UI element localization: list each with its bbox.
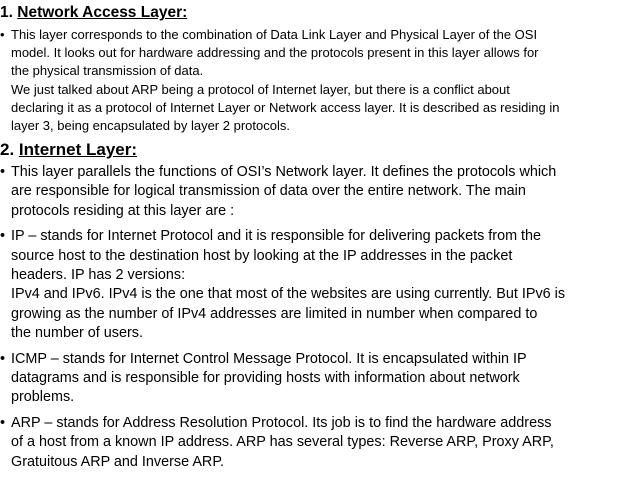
- section-heading-network-access-layer: [0, 3, 187, 23]
- list-item: [0, 414, 630, 472]
- bullet-marker: •: [0, 27, 5, 42]
- bullet-list-internet-layer: [0, 163, 630, 478]
- bullet-marker: •: [0, 414, 6, 431]
- section-number: 2.: [0, 140, 15, 159]
- text-line: ICMP – stands for Internet Control Message Protocol. It is encapsulated within IP: [11, 350, 527, 367]
- text-line: We just talked about ARP being a protocol of Internet layer, but there is a conflict about: [11, 81, 510, 97]
- bullet-marker: •: [0, 350, 6, 367]
- text-line: source host to the destination host by looking at the IP addresses in the packet: [11, 247, 513, 264]
- list-item: [0, 163, 630, 221]
- bullet-marker: •: [0, 228, 6, 245]
- text-line: IPv4 and IPv6. IPv4 is the one that most of the websites are using currently. But IPv6 is: [11, 286, 566, 303]
- text-line: headers. IP has 2 versions:: [11, 267, 186, 284]
- text-line: of a host from a known IP address. ARP has several types: Reverse ARP, Proxy ARP,: [11, 434, 554, 451]
- text-line: ARP – stands for Address Resolution Protocol. Its job is to find the hardware address: [11, 414, 552, 431]
- section-number: 1.: [0, 4, 13, 21]
- text-line: the physical transmission of data.: [11, 63, 204, 79]
- bullet-marker: •: [0, 164, 6, 180]
- text-line: growing as the number of IPv4 addresses are limited in number when compared to: [11, 305, 538, 322]
- text-line: declaring it as a protocol of Internet Layer or Network access layer. It is described as residing in: [11, 99, 560, 115]
- list-item: [0, 227, 630, 343]
- text-line: model. It looks out for hardware addressing and the protocols present in this layer allows for: [11, 45, 539, 61]
- text-line: This layer corresponds to the combination of Data Link Layer and Physical Layer of the OSI: [11, 27, 538, 42]
- text-line: the number of users.: [11, 325, 143, 342]
- section-heading-internet-layer: [0, 139, 137, 161]
- text-line: problems.: [11, 389, 75, 406]
- section-title: Network Access Layer:: [17, 4, 188, 21]
- text-line: IP – stands for Internet Protocol and it is responsible for delivering packets from the: [11, 228, 542, 245]
- text-line: Gratuitous ARP and Inverse ARP.: [11, 453, 225, 470]
- text-line: layer 3, being encapsulated by layer 2 protocols.: [11, 118, 290, 134]
- list-item: [0, 26, 626, 135]
- list-item: [0, 350, 630, 408]
- text-line: datagrams and is responsible for providing hosts with information about network: [11, 370, 520, 387]
- text-line: are responsible for logical transmission of data over the entire network. The main: [11, 183, 526, 200]
- bullet-list-network-access-layer: [0, 26, 626, 135]
- text-line: protocols residing at this layer are :: [11, 202, 235, 219]
- text-line: This layer parallels the functions of OSI’s Network layer. It defines the protocols which: [11, 164, 557, 180]
- section-title: Internet Layer:: [18, 140, 138, 159]
